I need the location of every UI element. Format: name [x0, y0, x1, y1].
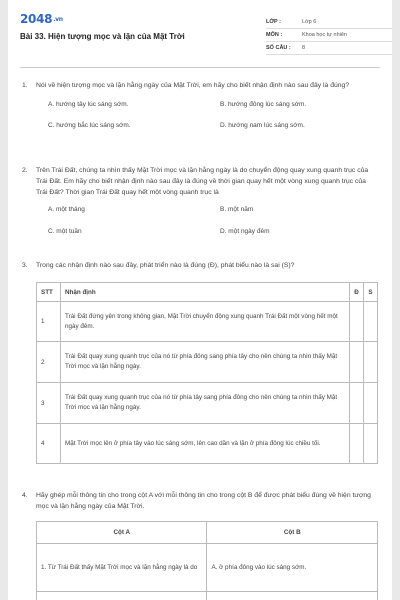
meta-key: LỚP : [266, 19, 281, 25]
option-row [48, 226, 378, 240]
statement-text: Trái Đất quay xung quanh trục của nó từ phía đông sang phía tây cho nên chúng ta nhìn thấy Mặt Trời mọc và lặn hằng ngày. [60, 342, 349, 383]
question-3 [22, 260, 378, 271]
false-checkbox-cell[interactable] [364, 342, 378, 383]
meta-key: SỐ CÂU : [266, 45, 291, 51]
row-number: 2 [37, 342, 61, 383]
statement-text: Trái Đất đứng yên trong không gian, Mặt Trời chuyển động xung quanh Trái Đất một vòng hết một ngày đêm. [60, 302, 349, 342]
meta-value: Lớp 6 [302, 19, 317, 25]
question-text: Trên Trái Đất, chúng ta nhìn thấy Mặt Trời mọc và lặn hằng ngày là do chuyển động quay xung quanh trục của Trái Đất. Em hãy cho biết nhận định nào sau đây là đúng về thời gian quay hết một vòng xung quanh trục của Trái Đất? Thời gian Trái Đất quay hết một vòng quanh trục là [36, 167, 369, 196]
statement-text: Trái Đất quay xung quanh trục của nó từ phía tây sang phía đông cho nên chúng ta nhìn thấy Mặt Trời mọc và lặn hằng ngày. [60, 383, 349, 424]
false-checkbox-cell[interactable] [364, 424, 378, 464]
meta-value: 8 [302, 45, 306, 51]
column-header: Đ [350, 283, 364, 302]
column-header: Cột B [207, 522, 378, 544]
question-text: Trong các nhận định nào sau đây, phát triển nào là đúng (Đ), phát biểu nào là sai (S)? [36, 262, 295, 269]
table-row [37, 592, 378, 600]
logo-suffix-text: .vn [53, 16, 63, 23]
true-checkbox-cell[interactable] [350, 383, 364, 424]
true-false-table [36, 282, 378, 464]
document-page [8, 0, 392, 600]
worksheet-header [20, 12, 380, 62]
column-a-cell [37, 592, 207, 600]
meta-row-class [266, 16, 392, 29]
option-d[interactable]: D. hướng nam lúc sáng sớm. [220, 122, 305, 129]
option-b[interactable]: B. hướng đông lúc sáng sớm. [220, 101, 307, 108]
question-text: Hãy ghép mỗi thông tin cho trong cột A với mỗi thông tin cho trong cột B để được phát biểu đúng về hiện tượng mọc và lặn hằng ngày của Mặt Trời. [36, 492, 371, 510]
question-4 [22, 490, 378, 512]
header-divider [20, 67, 380, 68]
table-header-row [37, 522, 378, 544]
true-checkbox-cell[interactable] [350, 424, 364, 464]
option-b[interactable]: B. một năm [220, 206, 254, 213]
option-c[interactable]: C. một tuần [48, 228, 82, 235]
meta-row-subject [266, 29, 392, 42]
lesson-title: Bài 33. Hiện tượng mọc và lặn của Mặt Trời [20, 32, 185, 41]
true-checkbox-cell[interactable] [350, 302, 364, 342]
meta-key: MÔN : [266, 32, 283, 38]
meta-value: Khoa học tự nhiên [302, 32, 347, 38]
option-a[interactable]: A. một tháng [48, 206, 85, 213]
meta-row-count [266, 42, 392, 55]
meta-info [266, 16, 392, 55]
question-number: 1. [22, 82, 28, 89]
table-row [37, 544, 378, 592]
option-row [48, 120, 378, 134]
row-number: 4 [37, 424, 61, 464]
false-checkbox-cell[interactable] [364, 302, 378, 342]
column-header: Nhận định [60, 283, 349, 302]
option-a[interactable]: A. hướng tây lúc sáng sớm. [48, 101, 129, 108]
table-header-row [37, 283, 378, 302]
question-2 [22, 165, 378, 240]
table-row [37, 383, 378, 424]
table-row [37, 424, 378, 464]
matching-table [36, 521, 378, 600]
false-checkbox-cell[interactable] [364, 383, 378, 424]
table-row [37, 302, 378, 342]
column-b-cell [207, 592, 378, 600]
column-header: STT [37, 283, 61, 302]
option-row [48, 204, 378, 218]
column-a-cell: 1. Từ Trái Đất thấy Mặt Trời mọc và lặn hằng ngày là do [37, 544, 207, 592]
question-number: 2. [22, 167, 28, 174]
option-c[interactable]: C. hướng bắc lúc sáng sớm. [48, 122, 131, 129]
table-row [37, 342, 378, 383]
question-number: 4. [22, 492, 28, 499]
question-text: Nói về hiện tượng mọc và lặn hằng ngày của Mặt Trời, em hãy cho biết nhận định nào sau đây là đúng? [36, 82, 350, 89]
option-d[interactable]: D. một ngày đêm [220, 228, 270, 235]
column-header: S [364, 283, 378, 302]
true-checkbox-cell[interactable] [350, 342, 364, 383]
column-header: Cột A [37, 522, 207, 544]
question-1 [22, 80, 378, 134]
row-number: 1 [37, 302, 61, 342]
logo-main-text: 2048 [20, 12, 53, 26]
question-number: 3. [22, 262, 28, 269]
column-b-cell: A. ở phía đông vào lúc sáng sớm. [207, 544, 378, 592]
row-number: 3 [37, 383, 61, 424]
option-row [48, 99, 378, 113]
statement-text: Mặt Trời mọc lên ở phía tây vào lúc sáng sớm, lên cao dần và lặn ở phía đông lúc chiều tối. [60, 424, 349, 464]
